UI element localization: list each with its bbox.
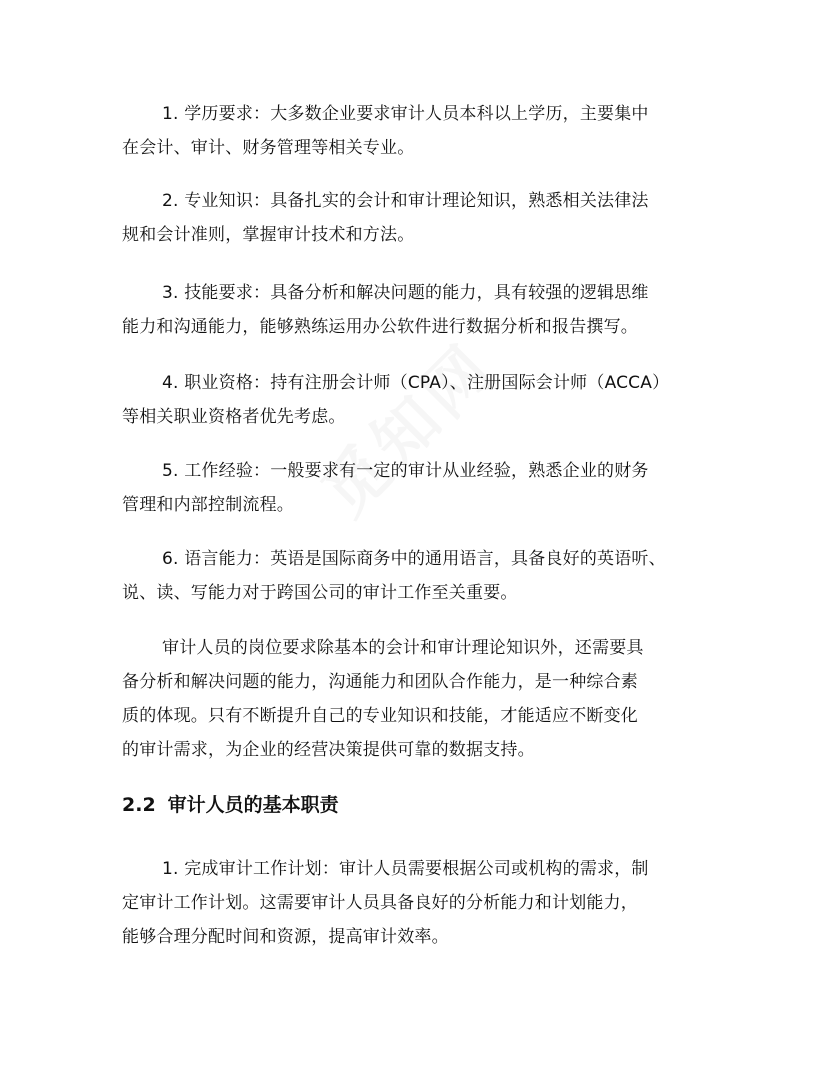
requirement-item-3 xyxy=(122,276,722,344)
summary-line-4: 的审计需求，为企业的经营决策提供可靠的数据支持。 xyxy=(122,740,535,760)
summary-line-2: 备分析和解决问题的能力，沟通能力和团队合作能力，是一种综合素 xyxy=(122,672,638,692)
duty-item-1-line-3: 能够合理分配时间和资源，提高审计效率。 xyxy=(122,927,449,947)
requirement-item-2 xyxy=(122,184,722,252)
requirement-item-1-line-2: 在会计、审计、财务管理等相关专业。 xyxy=(122,138,415,158)
requirement-item-6 xyxy=(122,542,722,610)
requirement-item-1 xyxy=(122,97,722,165)
summary-line-3: 质的体现。只有不断提升自己的专业知识和技能，才能适应不断变化 xyxy=(122,706,638,726)
requirement-item-6-line-2: 说、读、写能力对于跨国公司的审计工作至关重要。 xyxy=(122,583,518,603)
summary-paragraph xyxy=(122,631,722,767)
duty-item-1-line-1: 1. 完成审计工作计划：审计人员需要根据公司或机构的需求，制 xyxy=(162,859,649,879)
requirement-item-4-line-1: 4. 职业资格：持有注册会计师（CPA）、注册国际会计师（ACCA） xyxy=(162,373,670,393)
requirement-item-2-line-2: 规和会计准则，掌握审计技术和方法。 xyxy=(122,225,415,245)
section-number: 2.2 xyxy=(122,794,156,816)
requirement-item-4-line-2: 等相关职业资格者优先考虑。 xyxy=(122,407,346,427)
requirement-item-6-line-1: 6. 语言能力：英语是国际商务中的通用语言，具备良好的英语听、 xyxy=(162,549,666,569)
summary-line-1: 审计人员的岗位要求除基本的会计和审计理论知识外，还需要具 xyxy=(162,638,644,658)
duty-item-1 xyxy=(122,852,722,954)
section-heading xyxy=(122,790,339,820)
requirement-item-3-line-1: 3. 技能要求：具备分析和解决问题的能力，具有较强的逻辑思维 xyxy=(162,283,649,303)
duty-item-1-line-2: 定审计工作计划。这需要审计人员具备良好的分析能力和计划能力， xyxy=(122,893,638,913)
requirement-item-5 xyxy=(122,454,722,522)
requirement-item-4 xyxy=(122,366,722,434)
requirement-item-3-line-2: 能力和沟通能力，能够熟练运用办公软件进行数据分析和报告撰写。 xyxy=(122,317,638,337)
requirement-item-1-line-1: 1. 学历要求：大多数企业要求审计人员本科以上学历，主要集中 xyxy=(162,104,649,124)
requirement-item-2-line-1: 2. 专业知识：具备扎实的会计和审计理论知识，熟悉相关法律法 xyxy=(162,191,649,211)
requirement-item-5-line-1: 5. 工作经验：一般要求有一定的审计从业经验，熟悉企业的财务 xyxy=(162,461,649,481)
section-title: 审计人员的基本职责 xyxy=(167,794,339,816)
requirement-item-5-line-2: 管理和内部控制流程。 xyxy=(122,495,294,515)
